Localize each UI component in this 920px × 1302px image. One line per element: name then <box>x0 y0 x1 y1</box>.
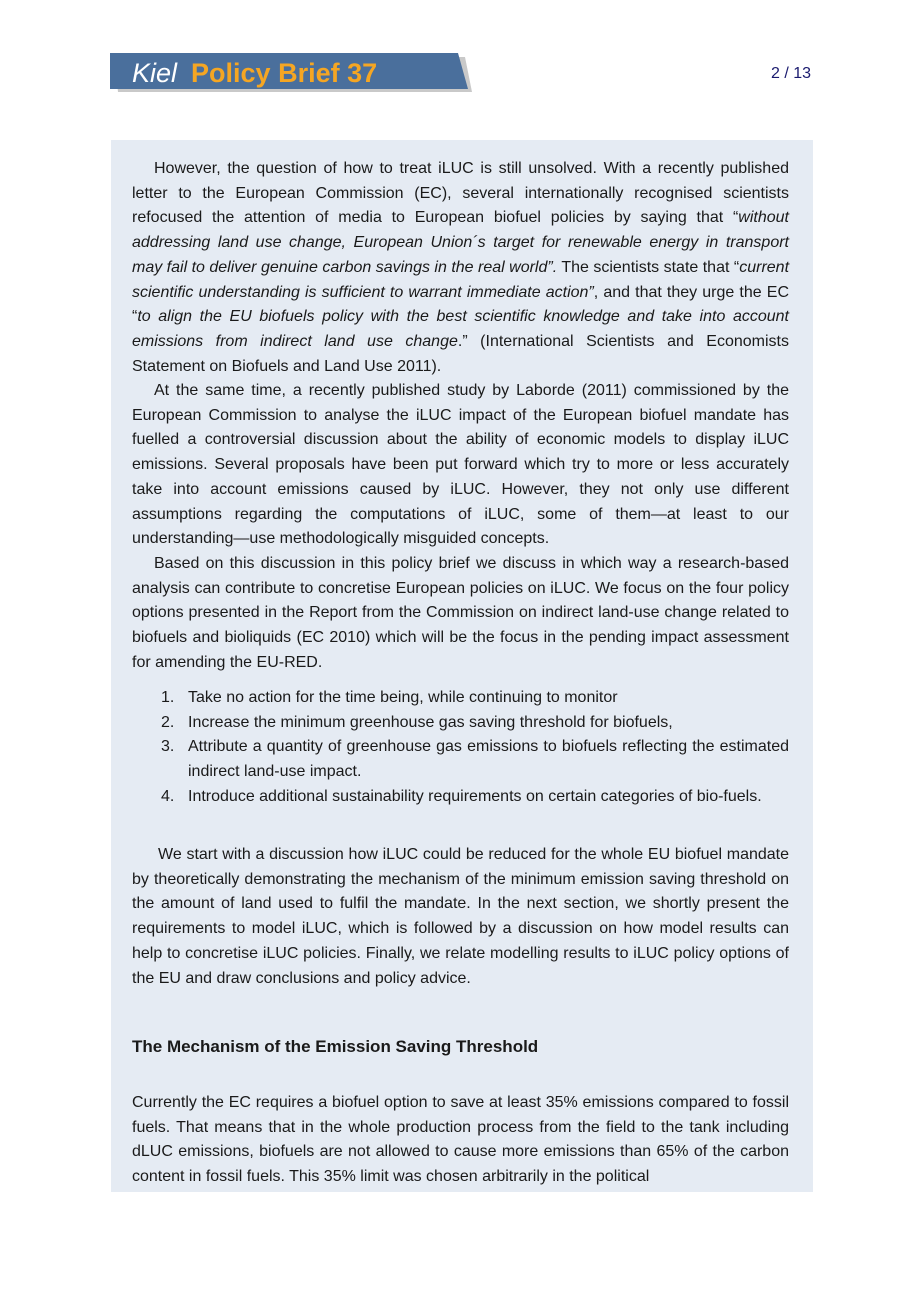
policy-options-list <box>132 686 789 810</box>
section-heading: The Mechanism of the Emission Saving Threshold <box>132 1037 539 1056</box>
paragraph-1: However, the question of how to treat iLUC is still unsolved. With a recently published letter to the European Commission (EC), several internationally recognised scientists refocused the attention of media to European biofuel policies by saying that “without addressing land use change, European Union´s target for renewable energy in transport may fail to deliver genuine carbon savings in the real world”. The scientists state that “current scientific understanding is sufficient to warrant immediate action”, and that they urge the EC “to align the EU biofuels policy with the best scientific knowledge and take into account emissions from indirect land use change.” (International Scientists and Economists Statement on Biofuels and Land Use 2011). <box>132 160 790 375</box>
series-title: Policy Brief 37 <box>191 58 378 88</box>
content-panel <box>111 140 813 1192</box>
paragraph-2: At the same time, a recently published study by Laborde (2011) commissioned by the European Commission to analyse the iLUC impact of the European biofuel mandate has fuelled a controversial discussion about the ability of economic models to display iLUC emissions. Several proposals have been put forward which try to more or less accurately take into account emissions caused by iLUC. However, they not only use different assumptions regarding the computations of iLUC, some of them—at least to our understanding—use methodologically misguided concepts. <box>132 382 789 548</box>
page-indicator: 2 / 13 <box>770 65 811 82</box>
list-item: 1. Take no action for the time being, while continuing to monitor <box>161 689 618 706</box>
paragraph-5: Currently the EC requires a biofuel option to save at least 35% emissions compared to fossil fuels. That means that in the whole production process from the field to the tank including dLUC emissions, biofuels are not allowed to cause more emissions than 65% of the carbon content in fossil fuels. This 35% limit was chosen arbitrarily in the political <box>132 1094 789 1186</box>
list-item: 2. Increase the minimum greenhouse gas saving threshold for biofuels, <box>161 713 673 731</box>
paragraph-4: We start with a discussion how iLUC could be reduced for the whole EU biofuel mandate by theoretically demonstrating the mechanism of the minimum emission saving threshold on the amount of land used to fulfil the mandate. In the next section, we shortly present the requirements to model iLUC, which is followed by a discussion on how model results can help to concretise iLUC policies. Finally, we relate modelling results to iLUC policy options of the EU and draw conclusions and policy advice. <box>132 846 789 987</box>
header-banner <box>110 53 472 92</box>
brand-name: Kiel <box>132 58 178 88</box>
paragraph-3: Based on this discussion in this policy brief we discuss in which way a research-based analysis can contribute to concretise European policies on iLUC. We focus on the four policy options presented in the Report from the Commission on indirect land-use change related to biofuels and bioliquids (EC 2010) which will be the focus in the pending impact assessment for amending the EU-RED. <box>132 555 789 671</box>
list-item: 4. Introduce additional sustainability requirements on certain categories of bio-fuels. <box>161 787 762 805</box>
list-item: 3. Attribute a quantity of greenhouse gas emissions to biofuels reflecting the estimated indirect land-use impact. <box>161 738 789 781</box>
banner-title <box>132 56 377 90</box>
